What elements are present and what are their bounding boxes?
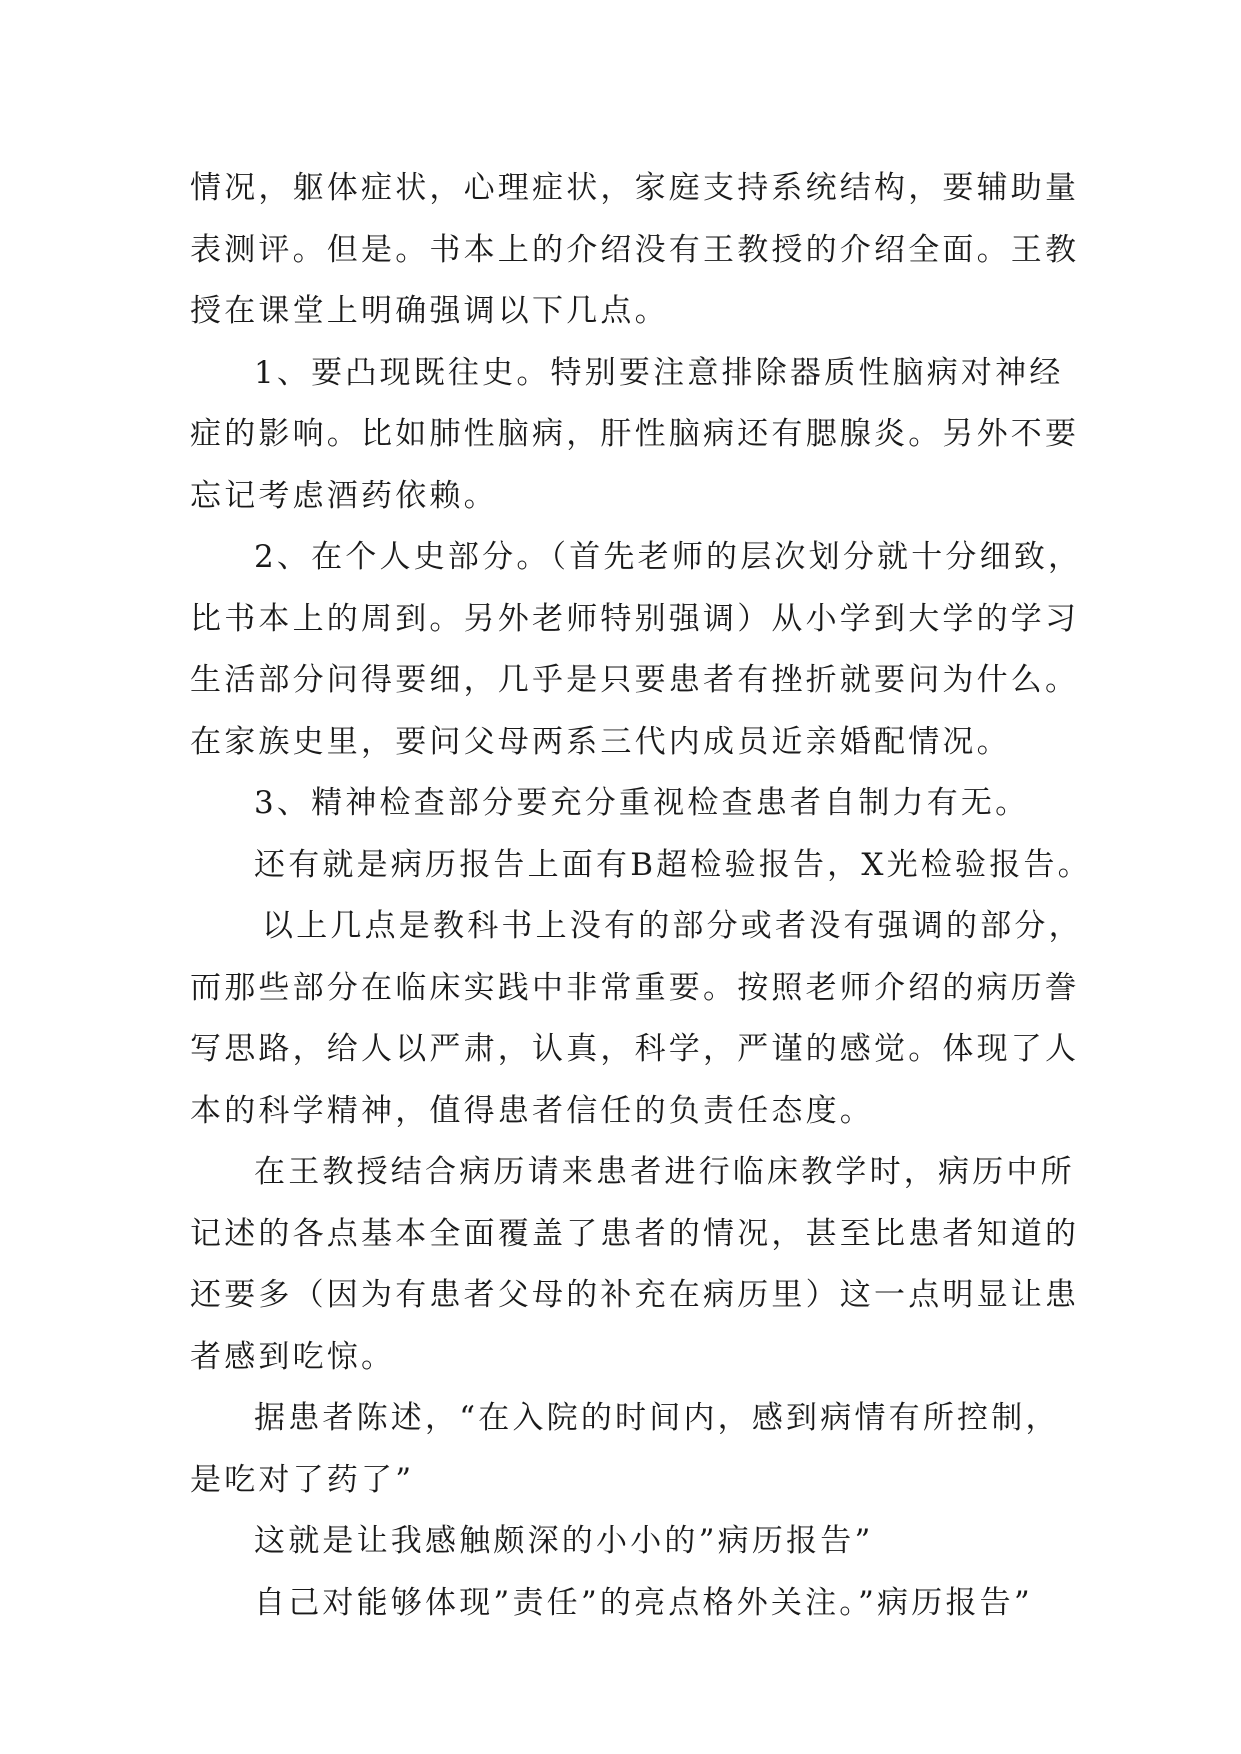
text-line: 忘记考虑酒药依赖。 <box>190 477 498 514</box>
body-text <box>190 158 1092 1634</box>
text-line: 比书本上的周到。另外老师特别强调）从小学到大学的学习 <box>190 600 1080 637</box>
paragraph <box>190 896 1083 1142</box>
paragraph <box>190 835 1092 897</box>
paragraph <box>190 527 1083 773</box>
text-line: 还要多（因为有患者父母的补充在病历里）这一点明显让患 <box>190 1277 1080 1313</box>
paragraph <box>190 1142 1080 1388</box>
text-line: 而那些部分在临床实践中非常重要。按照老师介绍的病历誊 <box>190 969 1080 1006</box>
text-line: 还有就是病历报告上面有B超检验报告，X光检验报告。 <box>254 846 1092 883</box>
text-line: 表测评。但是。书本上的介绍没有王教授的介绍全面。王教 <box>190 231 1080 268</box>
paragraph <box>190 1511 1070 1573</box>
paragraph <box>190 773 1070 835</box>
text-line: 自己对能够体现”责任”的亮点格外关注。”病历报告” <box>254 1584 1033 1621</box>
text-line: 写思路，给人以严肃，认真，科学，严谨的感觉。体现了人 <box>190 1031 1080 1067</box>
text-line: 以上几点是教科书上没有的部分或者没有强调的部分， <box>262 908 1083 944</box>
text-line: 记述的各点基本全面覆盖了患者的情况，甚至比患者知道的 <box>190 1215 1080 1252</box>
text-line: 这就是让我感触颇深的小小的”病历报告” <box>254 1523 874 1559</box>
paragraph <box>190 158 1080 343</box>
text-line: 生活部分问得要细，几乎是只要患者有挫折就要问为什么。 <box>190 662 1080 698</box>
text-line: 1、要凸现既往史。特别要注意排除器质性脑病对神经 <box>254 354 1064 391</box>
text-line: 在王教授结合病历请来患者进行临床教学时，病历中所 <box>254 1154 1075 1190</box>
text-line: 症的影响。比如肺性脑病，肝性脑病还有腮腺炎。另外不要 <box>190 416 1080 452</box>
text-line: 在家族史里，要问父母两系三代内成员近亲婚配情况。 <box>190 723 1011 760</box>
text-line: 2、在个人史部分。（首先老师的层次划分就十分细致， <box>254 539 1083 575</box>
text-line: 者感到吃惊。 <box>190 1338 396 1375</box>
text-line: 授在课堂上明确强调以下几点。 <box>190 293 669 329</box>
text-line: 3、精神检查部分要充分重视检查患者自制力有无。 <box>254 785 1030 821</box>
text-line: 是吃对了药了” <box>190 1461 415 1498</box>
text-line: 本的科学精神，值得患者信任的负责任态度。 <box>190 1092 874 1129</box>
paragraph <box>190 1388 1070 1511</box>
paragraph <box>190 1573 1070 1635</box>
text-line: 据患者陈述，“在入院的时间内，感到病情有所控制， <box>254 1400 1060 1436</box>
paragraph <box>190 343 1080 528</box>
text-line: 情况，躯体症状，心理症状，家庭支持系统结构，要辅助量 <box>190 170 1080 206</box>
